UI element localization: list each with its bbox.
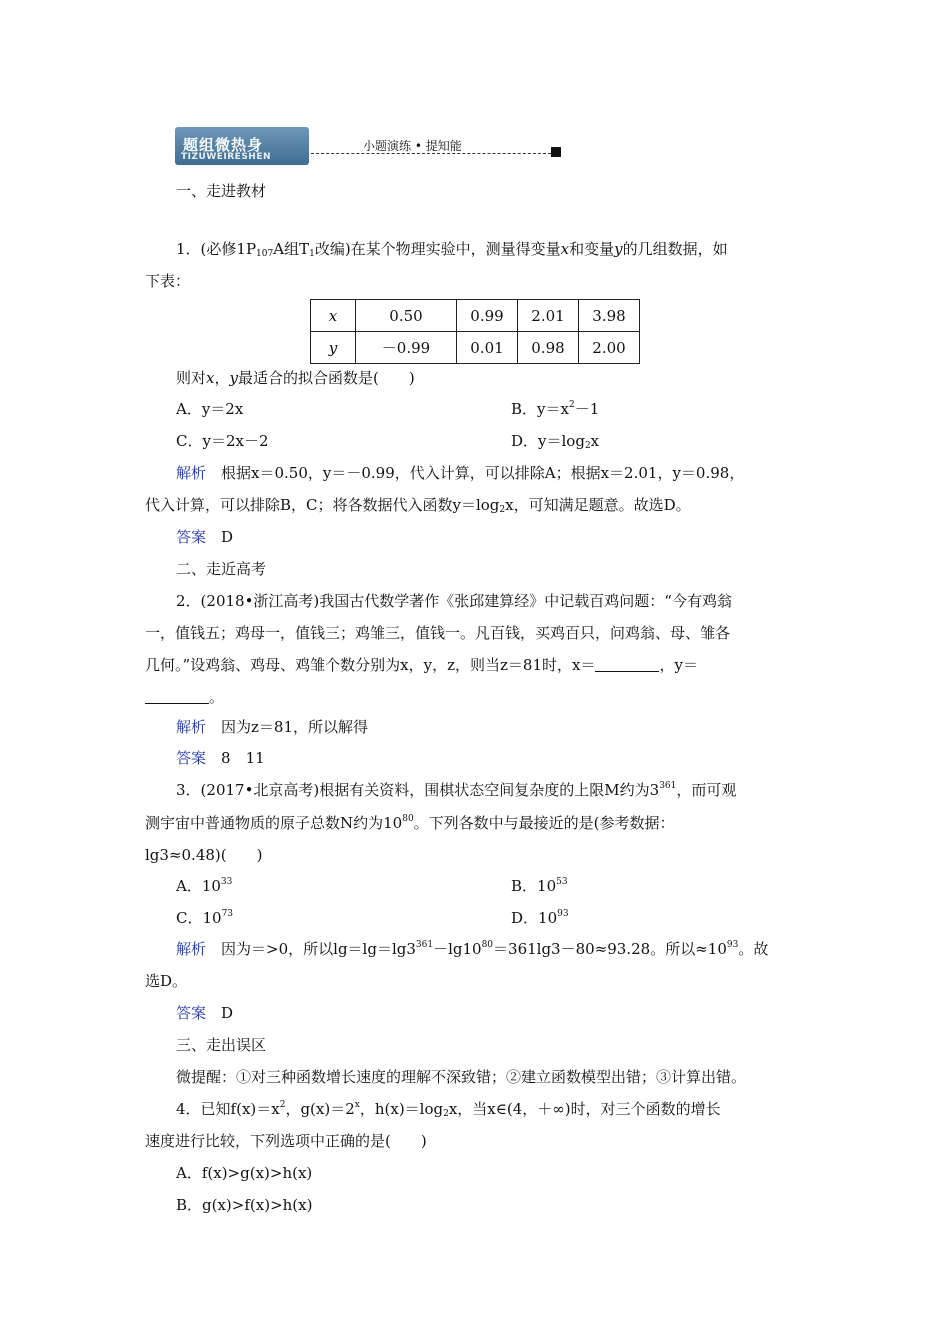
- q3-answer: 答案 D: [176, 1004, 234, 1022]
- q2-analysis: 解析 因为z＝81，所以解得: [176, 718, 369, 736]
- q3-stem-line2: 测宇宙中普通物质的原子总数N约为$10^{80}$。下列各数中与最接近的是(参考数据：: [145, 814, 675, 832]
- analysis-label: 解析: [176, 718, 207, 736]
- banner-title: 题组微热身: [183, 136, 264, 154]
- banner-box: [175, 127, 309, 165]
- q2-stem-line3: 几何。”设鸡翁、鸡母、鸡雏个数分别为x，y，z，则当z＝81时，x＝ ，y＝: [145, 656, 698, 674]
- q4-option-a: A．f(x)>g(x)>h(x): [176, 1164, 313, 1182]
- q1-answer: 答案 D: [176, 528, 234, 546]
- table-cell: 0.01: [457, 332, 518, 364]
- table-cell: 2.00: [579, 332, 640, 364]
- q2-stem-line4: 。: [145, 687, 810, 707]
- q1-option-c: C．y＝2x－2: [176, 432, 269, 450]
- banner-divider: [311, 153, 551, 154]
- q1-option-d: D．$y=\log_2x$: [511, 432, 600, 451]
- table-row: [311, 332, 640, 364]
- tip-text: 微提醒：①对三种函数增长速度的理解不深致错；②建立函数模型出错；③计算出错。: [176, 1068, 747, 1086]
- q4-stem-line2: 速度进行比较，下列选项中正确的是( ): [145, 1132, 427, 1150]
- q2-answer: 答案 8 11: [176, 749, 265, 767]
- banner-subtitle: TIZUWEIRESHEN: [181, 152, 272, 162]
- answer-blank: [595, 657, 659, 672]
- q3-stem-line1: 3．(2017•北京高考)根据有关资料，围棋状态空间复杂度的上限M约为$3^{361}$，而可观: [176, 781, 737, 799]
- q1-analysis-line1: 解析 根据x＝0.50，y＝－0.99，代入计算，可以排除A；根据x＝2.01，y＝0.98，: [176, 464, 745, 482]
- answer-blank: [145, 689, 209, 704]
- section-heading-2: 二、走近高考: [176, 560, 267, 578]
- q3-option-b: B．$10^{53}$: [511, 877, 568, 895]
- analysis-label: 解析: [176, 464, 207, 482]
- section-heading-3: 三、走出误区: [176, 1036, 267, 1054]
- table-cell: 0.99: [457, 300, 518, 332]
- q1-stem-line1: 1．(必修$1P_{107}A$组$T_1$改编)在某个物理实验中，测量得变量x和变量y的几组数据，如: [176, 240, 728, 259]
- answer-label: 答案: [176, 528, 207, 546]
- table-row-header: x: [311, 300, 356, 332]
- q1-question: 则对x，y最适合的拟合函数是( ): [176, 369, 415, 387]
- q4-option-b: B．g(x)>f(x)>h(x): [176, 1196, 313, 1214]
- table-cell: －0.99: [356, 332, 457, 364]
- q3-stem-line3: lg3≈0.48)( ): [145, 846, 263, 864]
- table-row: [311, 300, 640, 332]
- q4-stem-line1: 4．已知$f(x)=x^2$，$g(x)=2^x$，$h(x)=\log_2x$，当x∈(4，＋∞)时，对三个函数的增长: [176, 1100, 721, 1119]
- q1-data-table: [310, 299, 640, 364]
- q2-stem-line2: 一，值钱五；鸡母一，值钱三；鸡雏三，值钱一。凡百钱，买鸡百只，问鸡翁、母、雏各: [145, 624, 731, 642]
- table-row-header: y: [311, 332, 356, 364]
- table-cell: 3.98: [579, 300, 640, 332]
- q3-analysis-line1: 解析 因为＝>0，所以$\lg=\lg=\lg 3^{361}-\lg 10^{80}=361\lg 3-80\approx 93.28$。所以$\approx 10^{93}$。故: [176, 940, 769, 958]
- banner-end-marker: [551, 147, 561, 157]
- q3-analysis-line2: 选D。: [145, 972, 188, 990]
- table-cell: 0.98: [518, 332, 579, 364]
- q1-option-a: A．y＝2x: [176, 400, 244, 418]
- q3-option-a: A．$10^{33}$: [176, 877, 233, 895]
- table-cell: 2.01: [518, 300, 579, 332]
- q1-stem-line2: 下表：: [145, 272, 191, 290]
- banner-tagline: 小题演练 • 提知能: [363, 139, 462, 153]
- analysis-label: 解析: [176, 940, 207, 958]
- section-banner: [175, 121, 565, 171]
- q3-option-d: D．$10^{93}$: [511, 909, 569, 927]
- q2-stem-line1: 2．(2018•浙江高考)我国古代数学著作《张邱建算经》中记载百鸡问题：“今有鸡翁: [176, 592, 732, 610]
- answer-label: 答案: [176, 749, 207, 767]
- q1-option-b: B．$y=x^2-1$: [511, 400, 600, 418]
- q3-option-c: C．$10^{73}$: [176, 909, 234, 927]
- section-heading-1: 一、走进教材: [176, 182, 267, 200]
- answer-label: 答案: [176, 1004, 207, 1022]
- table-cell: 0.50: [356, 300, 457, 332]
- q1-analysis-line2: 代入计算，可以排除B，C；将各数据代入函数$y=\log_2x$，可知满足题意。故选D。: [145, 496, 691, 515]
